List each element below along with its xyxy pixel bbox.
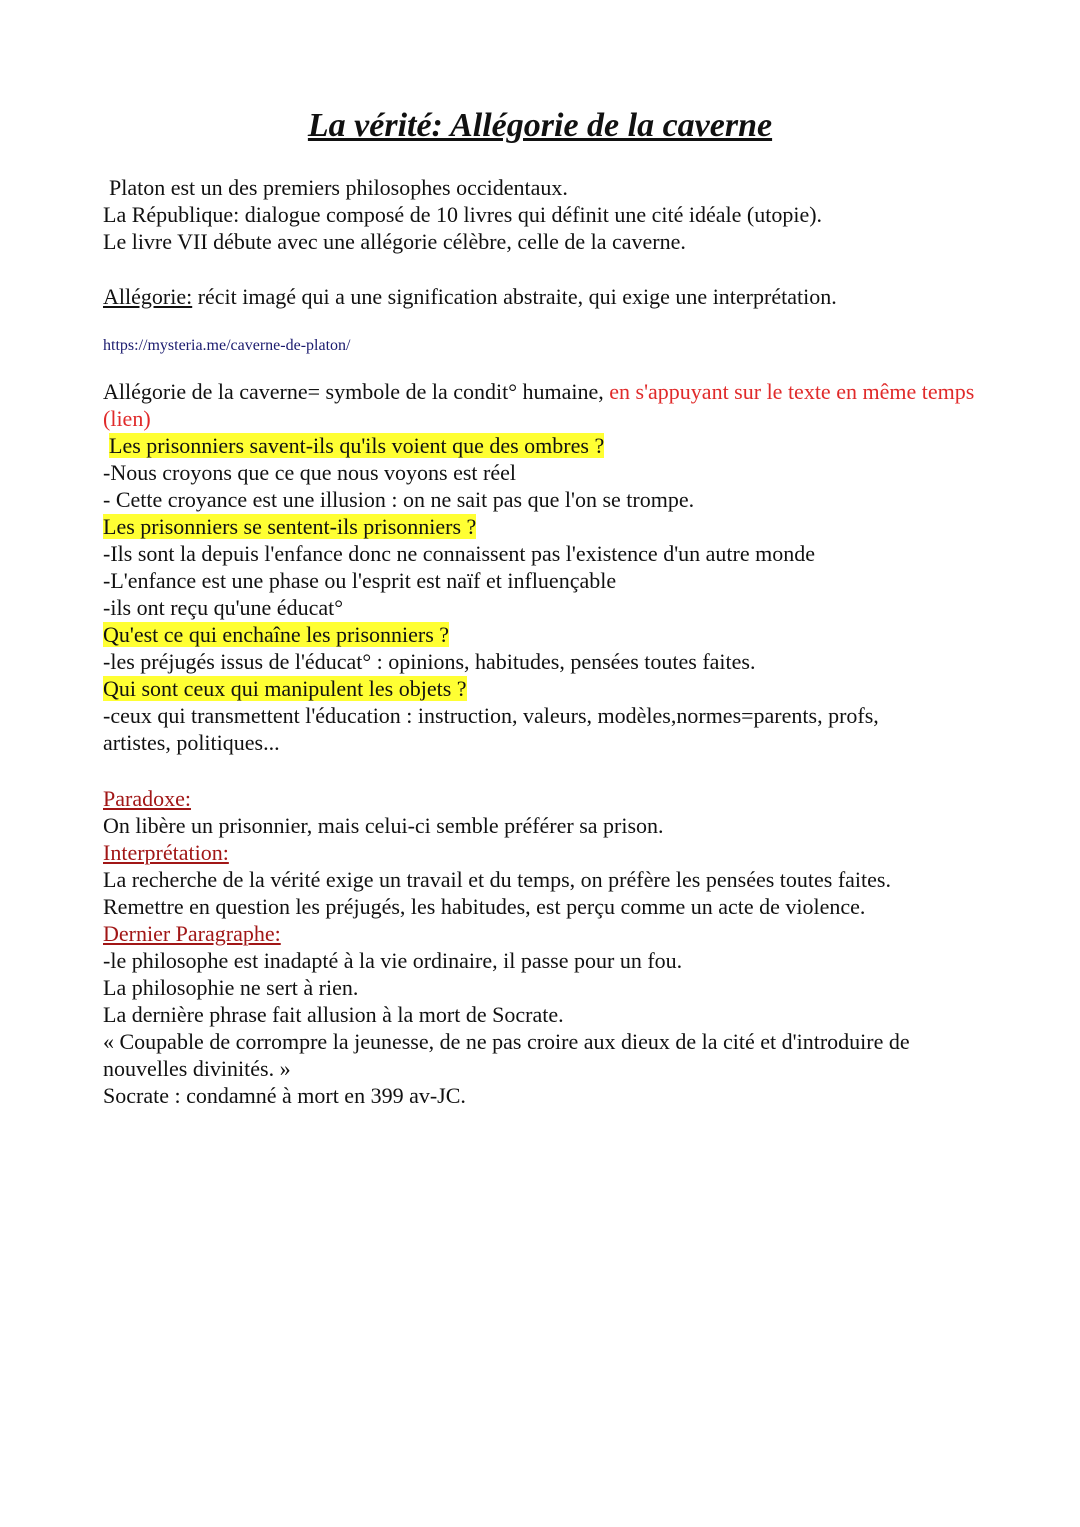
socrates-sentence: Socrate : condamné à mort en 399 av-JC. (103, 1083, 466, 1108)
socrates-quote: « Coupable de corrompre la jeunesse, de ne pas croire aux dieux de la cité et d'introduire de nouvelles divinités. » (103, 1029, 910, 1081)
cave-intro-text: Allégorie de la caverne= symbole de la condit° humaine, (103, 379, 610, 404)
question-2 (103, 513, 983, 540)
source-link[interactable]: https://mysteria.me/caverne-de-platon/ (103, 337, 351, 354)
question-4 (103, 675, 983, 702)
last-paragraph-line-1: -le philosophe est inadapté à la vie ordinaire, il passe pour un fou. (103, 948, 683, 973)
paradox-text: On libère un prisonnier, mais celui-ci semble préférer sa prison. (103, 813, 664, 838)
definition-term: Allégorie: (103, 284, 193, 309)
cave-intro-red: en s'appuyant sur le texte en même temps (lien) (103, 379, 975, 431)
last-paragraph-line-2: La philosophie ne sert à rien. (103, 975, 359, 1000)
intro-line-2: La République: dialogue composé de 10 livres qui définit une cité idéale (utopie). (103, 202, 823, 227)
interpretation-line-1: La recherche de la vérité exige un travail et du temps, on préfère les pensées toutes faites. (103, 867, 891, 892)
answer-4-1: -ceux qui transmettent l'éducation : instruction, valeurs, modèles,normes=parents, profs, artistes, politiques... (103, 703, 879, 755)
cave-section (103, 378, 983, 756)
definition-line (103, 283, 1003, 310)
question-3 (103, 621, 983, 648)
answer-1-1: -Nous croyons que ce que nous voyons est réel (103, 460, 517, 485)
definition-text: récit imagé qui a une signification abstraite, qui exige une interprétation. (192, 284, 837, 309)
cave-intro (103, 378, 983, 432)
answer-2-3: -ils ont reçu qu'une éducat° (103, 595, 344, 620)
paradox-section (103, 785, 983, 1109)
answer-2-1: -Ils sont la depuis l'enfance donc ne connaissent pas l'existence d'un autre monde (103, 541, 816, 566)
interpretation-heading: Interprétation: (103, 840, 229, 865)
question-4-text: Qui sont ceux qui manipulent les objets ? (103, 676, 467, 701)
intro-line-1: Platon est un des premiers philosophes occidentaux. (109, 175, 568, 200)
last-paragraph-heading: Dernier Paragraphe: (103, 921, 281, 946)
paradox-heading: Paradoxe: (103, 786, 191, 811)
question-3-text: Qu'est ce qui enchaîne les prisonniers ? (103, 622, 450, 647)
answer-2-2: -L'enfance est une phase ou l'esprit est naïf et influençable (103, 568, 617, 593)
intro-block (103, 174, 1003, 255)
interpretation-line-2: Remettre en question les préjugés, les habitudes, est perçu comme un acte de violence. (103, 894, 866, 919)
last-paragraph-line-3: La dernière phrase fait allusion à la mort de Socrate. (103, 1002, 564, 1027)
intro-line-3: Le livre VII débute avec une allégorie célèbre, celle de la caverne. (103, 229, 686, 254)
answer-1-2: - Cette croyance est une illusion : on ne sait pas que l'on se trompe. (103, 487, 695, 512)
question-2-text: Les prisonniers se sentent-ils prisonniers ? (103, 514, 477, 539)
question-1 (103, 432, 983, 459)
question-1-text: Les prisonniers savent-ils qu'ils voient que des ombres ? (109, 433, 605, 458)
page-title: La vérité: Allégorie de la caverne (307, 107, 773, 144)
answer-3-1: -les préjugés issus de l'éducat° : opinions, habitudes, pensées toutes faites. (103, 649, 756, 674)
definition-block (103, 283, 1003, 310)
